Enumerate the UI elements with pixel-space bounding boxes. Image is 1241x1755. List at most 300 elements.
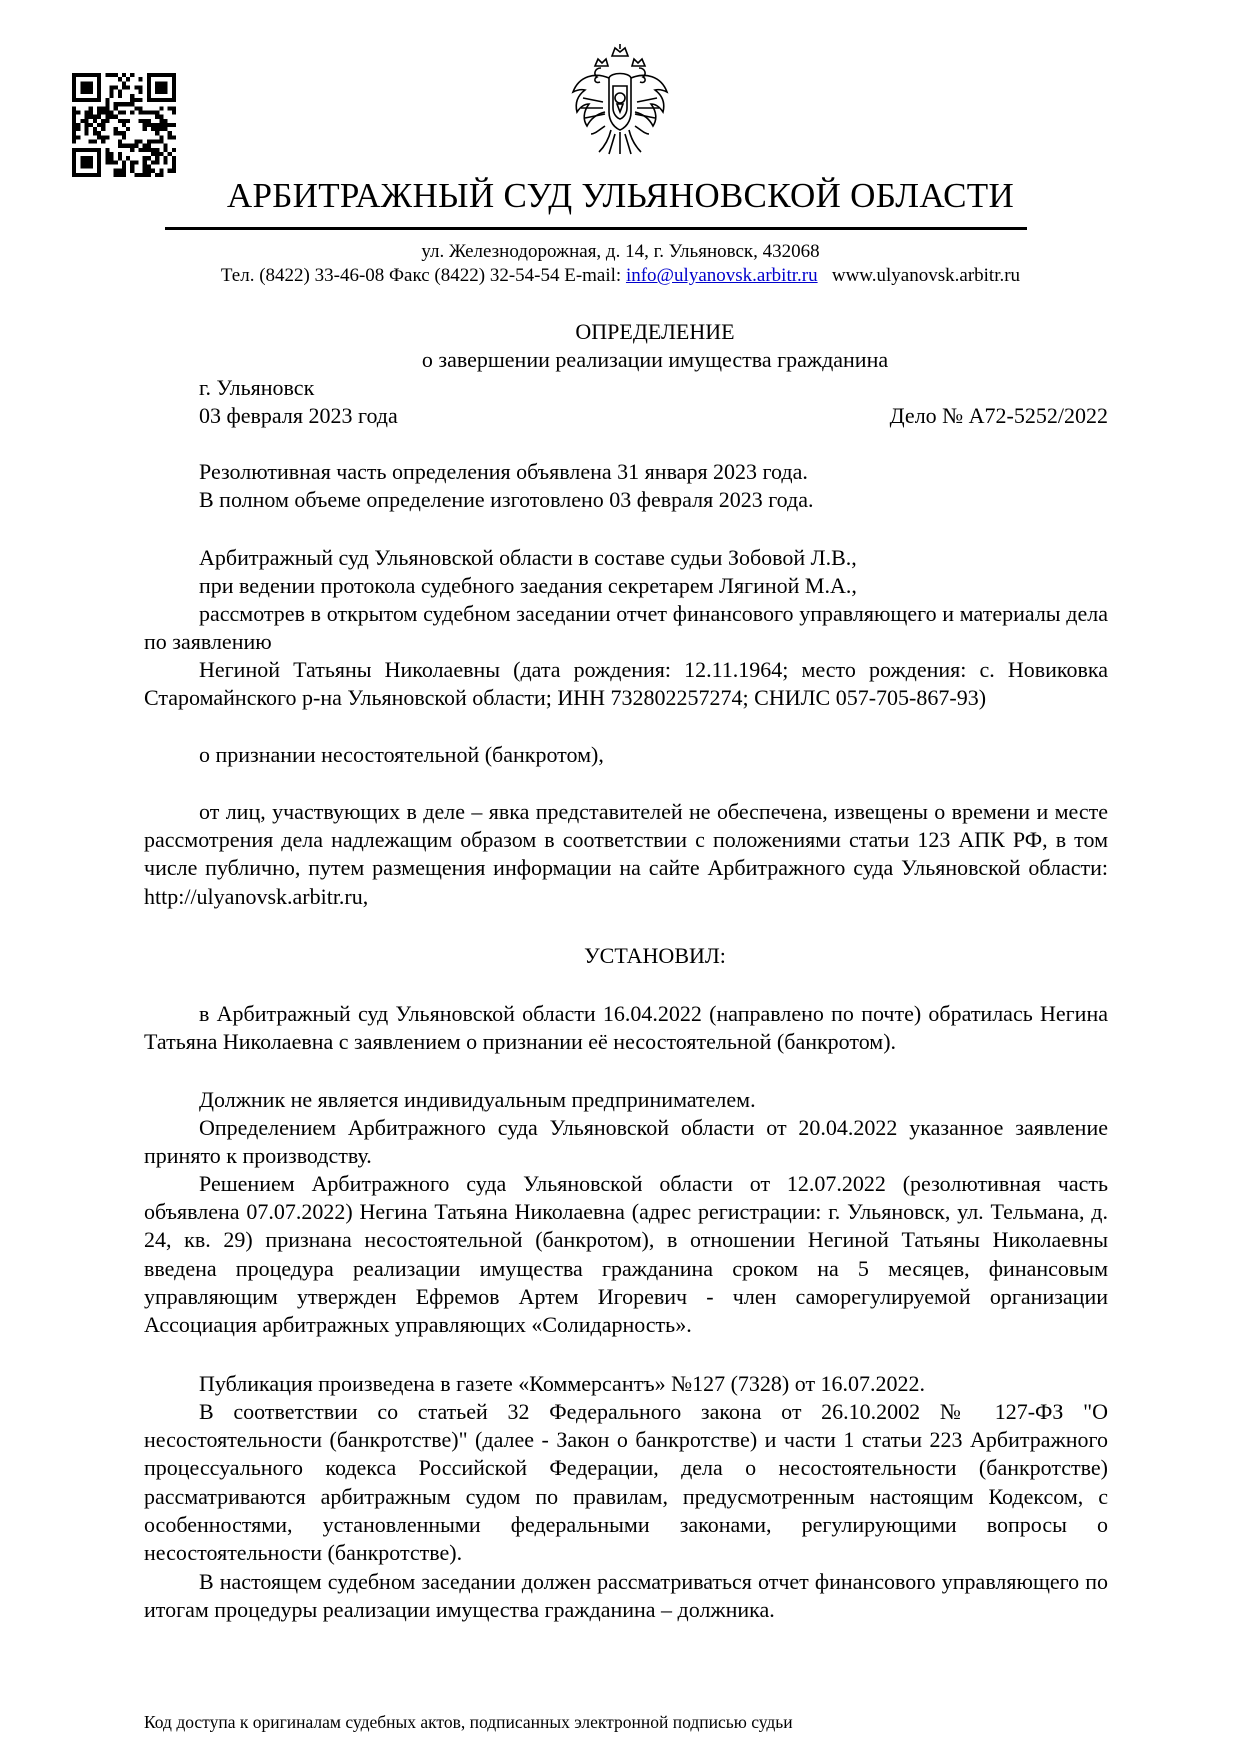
qr-module: [172, 73, 176, 77]
intro-parties: от лиц, участвующих в деле – явка представителей не обеспечена, извещены о времени и месте рассмотрения дела надлежащим образом в соответствии с положениями статьи 123 АПК РФ, в том числе публично, путем размещения информации на сайте Арбитражного суда Ульяновской области: http://ulyanovsk.arbitr.ru,: [144, 799, 1108, 909]
qr-module: [168, 169, 172, 173]
body-paragraph-6: В соответствии со статьей 32 Федерального закона от 26.10.2002 № 127-ФЗ "О несостоятельности (банкротстве)" (далее - Закон о банкротстве) и части 1 статьи 223 Арбитражного процессуального кодекса Российской Федерации, дела о несостоятельности (банкротстве) рассматриваются арбитражным судом по правилам, предусмотренным настоящим Кодексом, с особенностями, установленными федеральными законами, регулирующими вопросы о несостоятельности (банкротстве).: [144, 1399, 1108, 1566]
body-paragraph-4: Решением Арбитражного суда Ульяновской области от 12.07.2022 (резолютивная часть объявлена 07.07.2022) Негина Татьяна Николаевна (адрес регистрации: г. Ульяновск, ул. Тельмана, д. 24, кв. 29) признана несостоятельной (банкротом), в отношении Негиной Татьяны Николаевны введена процедура реализации имущества гражданина сроком на 5 месяцев, финансовым управляющим утвержден Ефремов Артем Игоревич - член саморегулируемой организации Ассоциация арбитражных управляющих «Солидарность».: [144, 1171, 1108, 1338]
qr-module: [155, 152, 159, 156]
qr-module: [164, 144, 168, 148]
document-date: 03 февраля 2023 года: [199, 403, 398, 428]
qr-module: [84, 85, 88, 89]
qr-module: [122, 160, 126, 164]
qr-module: [130, 160, 134, 164]
qr-module: [159, 98, 163, 102]
qr-module: [139, 90, 143, 94]
qr-module: [72, 131, 76, 135]
qr-module: [151, 148, 155, 152]
qr-module: [159, 152, 163, 156]
qr-module: [114, 131, 118, 135]
qr-module: [151, 152, 155, 156]
qr-module: [105, 102, 109, 106]
qr-module: [155, 110, 159, 114]
qr-module: [97, 131, 101, 135]
qr-module: [122, 123, 126, 127]
qr-module: [105, 119, 109, 123]
qr-module: [155, 140, 159, 144]
qr-module: [114, 106, 118, 110]
qr-module: [89, 115, 93, 119]
qr-module: [89, 140, 93, 144]
qr-module: [118, 156, 122, 160]
qr-module: [139, 148, 143, 152]
qr-module: [164, 127, 168, 131]
qr-module: [72, 110, 76, 114]
qr-module: [159, 140, 163, 144]
qr-module: [143, 160, 147, 164]
qr-module: [151, 98, 155, 102]
qr-module: [134, 160, 138, 164]
qr-module: [84, 160, 88, 164]
qr-module: [101, 110, 105, 114]
case-number: Дело № А72-5252/2022: [889, 403, 1108, 428]
qr-module: [72, 156, 76, 160]
qr-module: [105, 160, 109, 164]
qr-module: [134, 106, 138, 110]
qr-module: [101, 119, 105, 123]
qr-module: [97, 90, 101, 94]
qr-module: [155, 73, 159, 77]
qr-module: [84, 123, 88, 127]
qr-module: [97, 160, 101, 164]
qr-module: [109, 156, 113, 160]
qr-module: [172, 148, 176, 152]
qr-module: [164, 98, 168, 102]
qr-module: [93, 140, 97, 144]
qr-module: [93, 148, 97, 152]
qr-module: [118, 119, 122, 123]
qr-module: [109, 94, 113, 98]
qr-module: [155, 148, 159, 152]
qr-module: [97, 81, 101, 85]
qr-module: [151, 110, 155, 114]
qr-module: [105, 152, 109, 156]
qr-module: [164, 156, 168, 160]
qr-module: [97, 152, 101, 156]
qr-module: [109, 73, 113, 77]
qr-module: [84, 73, 88, 77]
qr-module: [168, 152, 172, 156]
qr-module: [147, 123, 151, 127]
qr-module: [139, 110, 143, 114]
qr-module: [122, 165, 126, 169]
qr-module: [72, 160, 76, 164]
qr-module: [159, 119, 163, 123]
qr-module: [164, 85, 168, 89]
header-divider: [165, 227, 1027, 230]
qr-module: [126, 77, 130, 81]
qr-module: [80, 73, 84, 77]
qr-module: [114, 169, 118, 173]
qr-module: [105, 106, 109, 110]
qr-module: [139, 85, 143, 89]
section-heading: УСТАНОВИЛ:: [584, 943, 726, 968]
qr-module: [76, 73, 80, 77]
qr-module: [76, 123, 80, 127]
qr-module: [72, 140, 76, 144]
qr-module: [76, 127, 80, 131]
body-paragraph-5: Публикация произведена в газете «Коммерсантъ» №127 (7328) от 16.07.2022.: [199, 1371, 926, 1396]
qr-module: [84, 81, 88, 85]
qr-module: [72, 98, 76, 102]
qr-module: [147, 144, 151, 148]
qr-module: [93, 127, 97, 131]
qr-module: [122, 144, 126, 148]
intro-secretary: при ведении протокола судебного заедания секретарем Лягиной М.А.,: [199, 573, 857, 598]
qr-module: [164, 90, 168, 94]
qr-module: [114, 73, 118, 77]
qr-module: [159, 123, 163, 127]
qr-module: [89, 110, 93, 114]
qr-module: [126, 85, 130, 89]
qr-module: [143, 165, 147, 169]
qr-module: [143, 127, 147, 131]
qr-module: [164, 123, 168, 127]
body-paragraph-2: Должник не является индивидуальным предпринимателем.: [199, 1087, 756, 1112]
qr-module: [118, 90, 122, 94]
qr-module: [72, 152, 76, 156]
qr-module: [84, 127, 88, 131]
qr-module: [126, 127, 130, 131]
qr-module: [147, 90, 151, 94]
qr-module: [89, 81, 93, 85]
qr-module: [130, 165, 134, 169]
qr-module: [147, 110, 151, 114]
qr-module: [172, 110, 176, 114]
qr-module: [164, 119, 168, 123]
qr-module: [151, 73, 155, 77]
court-address: ул. Железнодорожная, д. 14, г. Ульяновск, 432068: [421, 241, 820, 262]
qr-module: [118, 94, 122, 98]
qr-module: [159, 85, 163, 89]
qr-module: [147, 169, 151, 173]
qr-module: [118, 102, 122, 106]
qr-module: [164, 148, 168, 152]
body-paragraph-7: В настоящем судебном заседании должен рассматриваться отчет финансового управляющего по итогам процедуры реализации имущества гражданина – должника.: [144, 1569, 1108, 1623]
qr-module: [80, 148, 84, 152]
qr-module: [101, 135, 105, 139]
qr-module: [147, 119, 151, 123]
qr-module: [89, 165, 93, 169]
qr-module: [114, 115, 118, 119]
qr-module: [109, 115, 113, 119]
qr-module: [172, 106, 176, 110]
qr-module: [172, 90, 176, 94]
qr-module: [155, 85, 159, 89]
qr-module: [151, 123, 155, 127]
qr-module: [130, 110, 134, 114]
qr-module: [126, 119, 130, 123]
qr-module: [155, 127, 159, 131]
qr-module: [172, 165, 176, 169]
qr-module: [72, 119, 76, 123]
qr-module: [72, 94, 76, 98]
qr-module: [143, 169, 147, 173]
qr-module: [168, 73, 172, 77]
qr-module: [72, 77, 76, 81]
qr-module: [89, 85, 93, 89]
qr-module: [151, 169, 155, 173]
qr-module: [97, 94, 101, 98]
qr-module: [114, 102, 118, 106]
qr-module: [84, 131, 88, 135]
body-paragraph-3: Определением Арбитражного суда Ульяновской области от 20.04.2022 указанное заявление принято к производству.: [144, 1115, 1108, 1169]
qr-module: [72, 106, 76, 110]
qr-module: [143, 123, 147, 127]
qr-module: [155, 81, 159, 85]
email-link[interactable]: info@ulyanovsk.arbitr.ru: [625, 265, 818, 286]
qr-module: [89, 160, 93, 164]
qr-module: [101, 127, 105, 131]
qr-module: [139, 98, 143, 102]
qr-module: [172, 81, 176, 85]
qr-module: [80, 156, 84, 160]
qr-module: [93, 73, 97, 77]
qr-module: [80, 90, 84, 94]
qr-module: [147, 81, 151, 85]
qr-module: [118, 110, 122, 114]
qr-module: [143, 119, 147, 123]
qr-module: [130, 94, 134, 98]
qr-module: [159, 90, 163, 94]
qr-module: [147, 73, 151, 77]
qr-module: [84, 119, 88, 123]
qr-module: [105, 148, 109, 152]
qr-module: [89, 156, 93, 160]
qr-module: [105, 135, 109, 139]
qr-module: [155, 131, 159, 135]
qr-module: [122, 110, 126, 114]
qr-module: [118, 140, 122, 144]
qr-module: [134, 85, 138, 89]
qr-module: [89, 106, 93, 110]
qr-module: [147, 165, 151, 169]
qr-module: [109, 160, 113, 164]
qr-module: [105, 98, 109, 102]
intro-considering: рассмотрев в открытом судебном заседании отчет финансового управляющего и материалы дела по заявлению: [144, 601, 1108, 655]
qr-module: [172, 123, 176, 127]
qr-module: [159, 81, 163, 85]
intro-debtor: Негиной Татьяны Николаевны (дата рождения: 12.11.1964; место рождения: с. Новиковка Старомайнского р-на Ульяновской области; ИНН 732802257274; СНИЛС 057-705-867-93): [144, 657, 1108, 711]
qr-module: [89, 98, 93, 102]
qr-module: [122, 73, 126, 77]
qr-module: [159, 115, 163, 119]
qr-module: [172, 85, 176, 89]
qr-module: [72, 169, 76, 173]
qr-module: [72, 148, 76, 152]
qr-module: [93, 119, 97, 123]
qr-module: [147, 156, 151, 160]
qr-module: [155, 160, 159, 164]
qr-module: [134, 98, 138, 102]
qr-module: [164, 73, 168, 77]
qr-module: [118, 131, 122, 135]
qr-module: [126, 144, 130, 148]
footer-note: Код доступа к оригиналам судебных актов, подписанных электронной подписью судьи: [144, 1712, 793, 1732]
qr-module: [143, 148, 147, 152]
qr-module: [84, 156, 88, 160]
qr-module: [147, 85, 151, 89]
qr-module: [168, 131, 172, 135]
qr-module: [155, 115, 159, 119]
intro-bankruptcy: о признании несостоятельной (банкротом),: [199, 742, 604, 767]
qr-module: [147, 140, 151, 144]
qr-module: [93, 115, 97, 119]
qr-module: [168, 123, 172, 127]
qr-module: [105, 110, 109, 114]
qr-module: [130, 73, 134, 77]
qr-module: [97, 77, 101, 81]
court-name: АРБИТРАЖНЫЙ СУД УЛЬЯНОВСКОЙ ОБЛАСТИ: [226, 176, 1015, 215]
qr-module: [139, 106, 143, 110]
qr-module: [168, 135, 172, 139]
qr-module: [147, 77, 151, 81]
qr-module: [143, 110, 147, 114]
document-city: г. Ульяновск: [199, 375, 315, 400]
qr-module: [168, 98, 172, 102]
qr-module: [97, 106, 101, 110]
qr-module: [139, 77, 143, 81]
qr-module: [89, 73, 93, 77]
qr-module: [109, 152, 113, 156]
qr-module: [134, 144, 138, 148]
qr-module: [172, 77, 176, 81]
qr-module: [97, 85, 101, 89]
qr-module: [97, 73, 101, 77]
qr-module: [164, 81, 168, 85]
qr-module: [164, 160, 168, 164]
qr-module: [72, 165, 76, 169]
qr-module: [80, 85, 84, 89]
qr-module: [97, 165, 101, 169]
qr-module: [122, 119, 126, 123]
qr-module: [114, 127, 118, 131]
qr-module: [89, 148, 93, 152]
qr-module: [101, 123, 105, 127]
qr-module: [80, 165, 84, 169]
qr-module: [130, 98, 134, 102]
qr-module: [76, 98, 80, 102]
qr-module: [105, 115, 109, 119]
qr-module: [159, 169, 163, 173]
qr-module: [155, 90, 159, 94]
qr-module: [168, 106, 172, 110]
qr-module: [97, 169, 101, 173]
qr-module: [80, 81, 84, 85]
qr-module: [80, 160, 84, 164]
qr-module: [155, 123, 159, 127]
qr-module: [118, 144, 122, 148]
qr-module: [76, 135, 80, 139]
qr-module: [143, 156, 147, 160]
court-contacts: [0, 264, 1241, 288]
qr-module: [126, 156, 130, 160]
qr-module: [93, 98, 97, 102]
qr-module: [105, 73, 109, 77]
document-type: ОПРЕДЕЛЕНИЕ: [575, 319, 735, 344]
qr-module: [147, 148, 151, 152]
qr-module: [72, 135, 76, 139]
qr-module: [101, 140, 105, 144]
qr-module: [72, 73, 76, 77]
qr-module: [172, 135, 176, 139]
qr-module: [93, 131, 97, 135]
qr-module: [122, 169, 126, 173]
qr-module: [97, 98, 101, 102]
qr-module: [84, 148, 88, 152]
qr-module: [122, 81, 126, 85]
qr-module: [72, 81, 76, 85]
qr-module: [134, 140, 138, 144]
qr-module: [159, 127, 163, 131]
qr-module: [72, 85, 76, 89]
qr-module: [72, 127, 76, 131]
qr-module: [84, 110, 88, 114]
qr-module: [109, 110, 113, 114]
qr-module: [172, 94, 176, 98]
qr-module: [76, 148, 80, 152]
coat-of-arms-emblem: [565, 42, 675, 162]
qr-module: [114, 160, 118, 164]
qr-module: [80, 98, 84, 102]
qr-module: [109, 90, 113, 94]
qr-module: [97, 115, 101, 119]
qr-module: [122, 85, 126, 89]
qr-module: [97, 156, 101, 160]
qr-module: [97, 135, 101, 139]
full-text-prepared: В полном объеме определение изготовлено 03 февраля 2023 года.: [199, 487, 814, 512]
qr-module: [172, 160, 176, 164]
qr-module: [151, 160, 155, 164]
qr-module: [147, 98, 151, 102]
qr-module: [72, 90, 76, 94]
qr-module: [118, 152, 122, 156]
qr-module: [139, 119, 143, 123]
qr-module: [159, 106, 163, 110]
qr-module: [151, 127, 155, 131]
qr-module: [72, 123, 76, 127]
qr-module: [130, 102, 134, 106]
qr-module: [139, 140, 143, 144]
qr-module: [72, 115, 76, 119]
qr-module: [130, 169, 134, 173]
qr-module: [143, 144, 147, 148]
qr-module: [122, 102, 126, 106]
qr-module: [89, 123, 93, 127]
qr-module: [84, 98, 88, 102]
qr-module: [172, 156, 176, 160]
qr-module: [130, 144, 134, 148]
qr-module: [172, 98, 176, 102]
qr-module: [76, 110, 80, 114]
qr-module: [155, 98, 159, 102]
qr-module: [118, 77, 122, 81]
qr-module: [159, 135, 163, 139]
qr-module: [159, 73, 163, 77]
qr-module: [147, 94, 151, 98]
qr-module: [97, 110, 101, 114]
qr-module: [97, 123, 101, 127]
resolution-announced: Резолютивная часть определения объявлена 31 января 2023 года.: [199, 459, 808, 484]
qr-module: [130, 148, 134, 152]
body-paragraph-1: в Арбитражный суд Ульяновской области 16.04.2022 (направлено по почте) обратилась Негина Татьяна Николаевна с заявлением о признании её несостоятельной (банкротом).: [144, 1001, 1108, 1055]
qr-module: [105, 156, 109, 160]
